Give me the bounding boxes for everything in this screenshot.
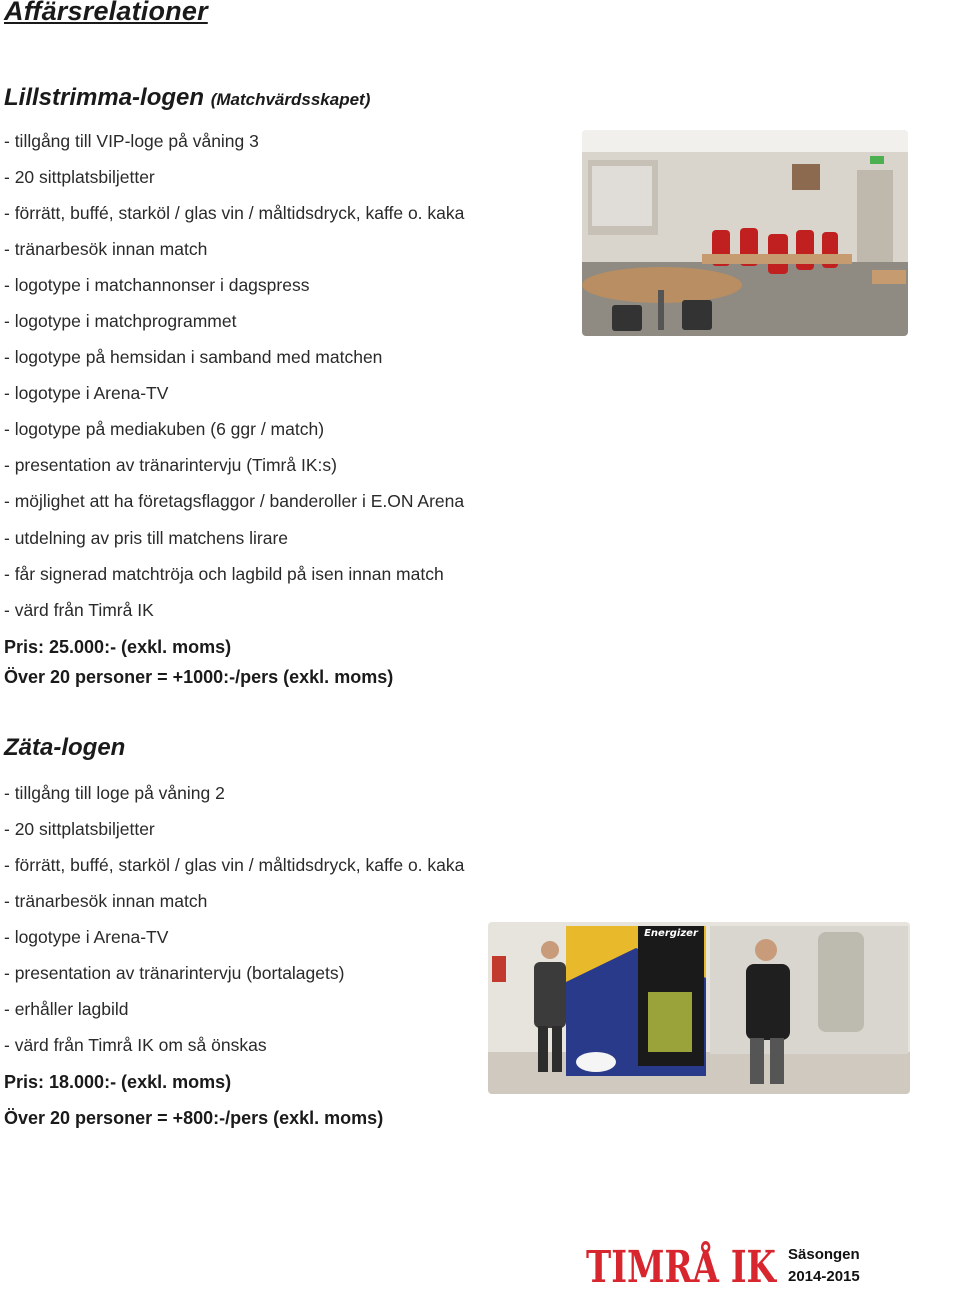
timra-ik-logo — [586, 1236, 782, 1291]
energizer-banner-text: Energizer — [644, 928, 698, 939]
list-item: - presentation av tränarintervju (bortalagets) — [4, 963, 345, 983]
list-item: - tränarbesök innan match — [4, 891, 208, 911]
group-price-text: Över 20 personer = +800:-/pers (exkl. moms) — [4, 1108, 384, 1128]
list-item: - tillgång till VIP-loge på våning 3 — [4, 131, 259, 151]
list-item: - 20 sittplatsbiljetter — [4, 819, 155, 839]
section-title-text: Lillstrimma-logen — [4, 84, 205, 111]
list-item: - förrätt, buffé, starköl / glas vin / måltidsdryck, kaffe o. kaka — [4, 203, 465, 223]
lodge-room-photo — [582, 130, 908, 336]
list-item: - tillgång till loge på våning 2 — [4, 783, 225, 803]
section-title-lillstrimma — [4, 84, 370, 112]
list-item: - erhåller lagbild — [4, 999, 129, 1019]
list-item: - värd från Timrå IK — [4, 600, 154, 620]
logo-text: TIMRÅ — [586, 1242, 759, 1286]
list-item: - logotype i matchprogrammet — [4, 311, 237, 331]
list-item: - logotype på mediakuben (6 ggr / match) — [4, 419, 325, 439]
list-item: - tränarbesök innan match — [4, 239, 208, 259]
price-text: Pris: 18.000:- (exkl. moms) — [4, 1072, 232, 1092]
season-label: Säsongen — [788, 1246, 860, 1263]
list-item: - utdelning av pris till matchens lirare — [4, 528, 289, 548]
presentation-photo — [488, 922, 910, 1094]
section-title-zata: Zäta-logen — [4, 734, 126, 761]
price-text: Pris: 25.000:- (exkl. moms) — [4, 637, 232, 657]
section-subtitle: (Matchvärdsskapet) — [210, 90, 371, 109]
page-title: Affärsrelationer — [4, 0, 208, 26]
list-item: - förrätt, buffé, starköl / glas vin / måltidsdryck, kaffe o. kaka — [4, 855, 465, 875]
list-item: - 20 sittplatsbiljetter — [4, 167, 155, 187]
list-item: - presentation av tränarintervju (Timrå IK:s) — [4, 455, 337, 475]
season-years: 2014-2015 — [788, 1268, 860, 1285]
list-item: - logotype på hemsidan i samband med matchen — [4, 347, 383, 367]
list-item: - möjlighet att ha företagsflaggor / banderoller i E.ON Arena — [4, 491, 465, 511]
list-item: - värd från Timrå IK om så önskas — [4, 1035, 267, 1055]
season-block — [788, 1244, 860, 1288]
list-item: - logotype i matchannonser i dagspress — [4, 275, 310, 295]
group-price-text: Över 20 personer = +1000:-/pers (exkl. moms) — [4, 667, 394, 687]
list-item: - logotype i Arena-TV — [4, 383, 169, 403]
list-item: - får signerad matchtröja och lagbild på isen innan match — [4, 564, 444, 584]
list-item: - logotype i Arena-TV — [4, 927, 169, 947]
